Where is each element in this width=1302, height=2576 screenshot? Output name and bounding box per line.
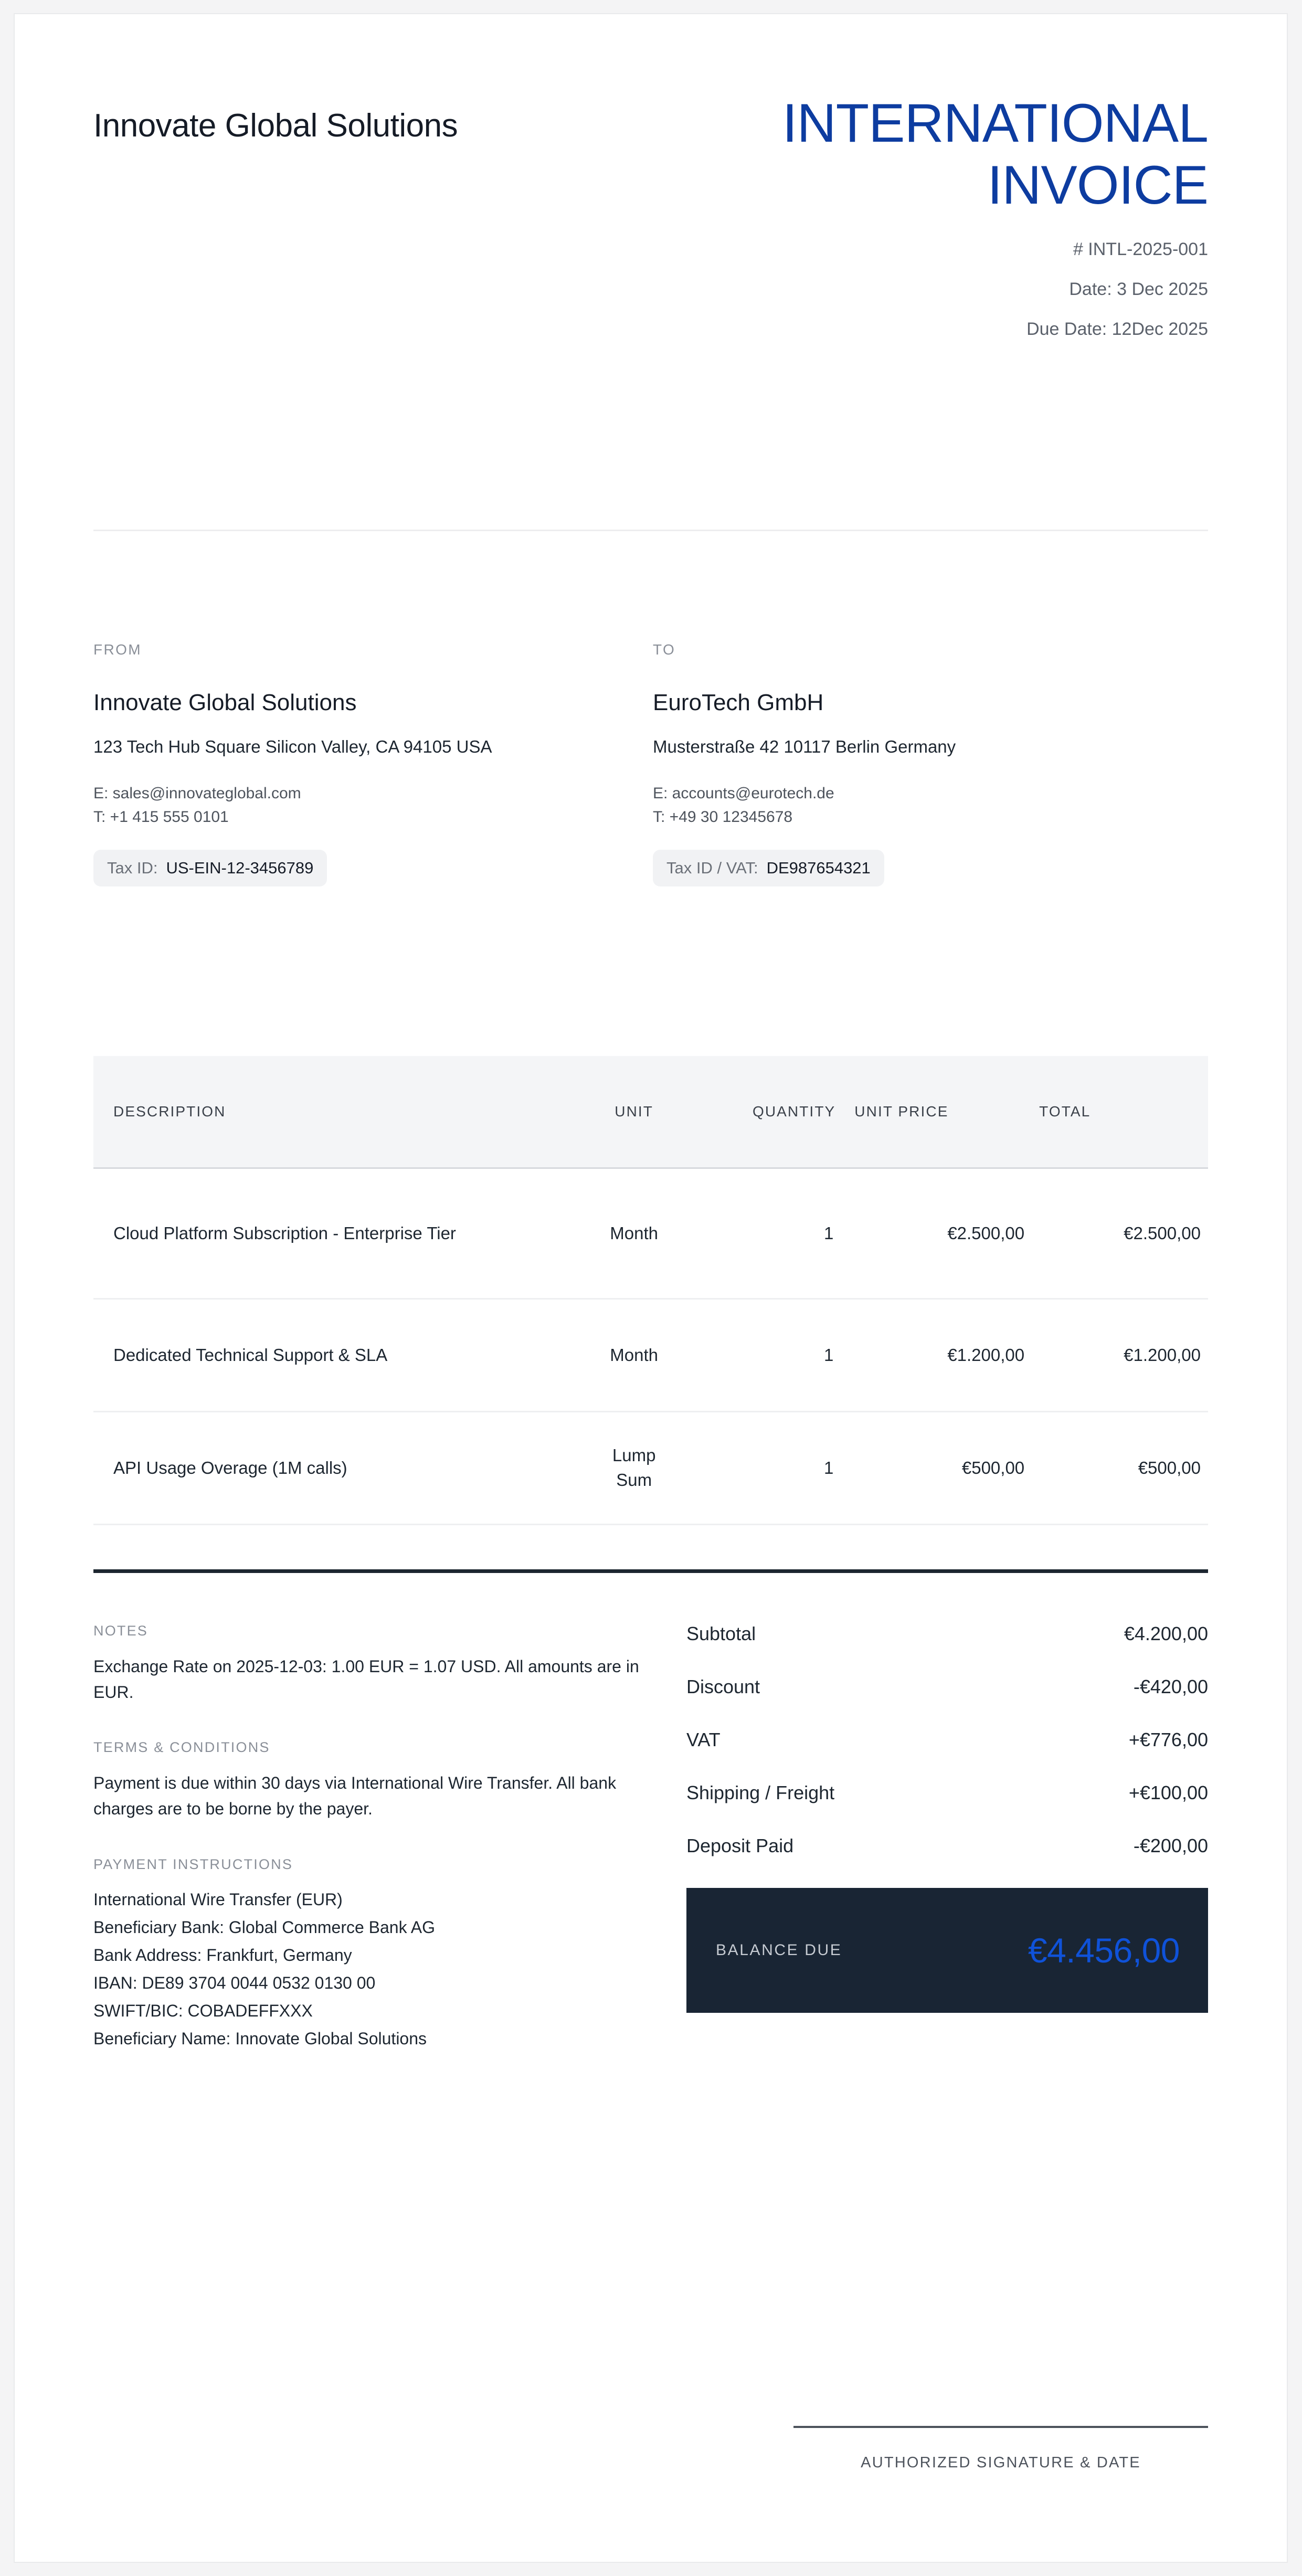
to-tax-id-value: DE987654321: [766, 858, 871, 877]
invoice-number: # INTL-2025-001: [1073, 239, 1208, 260]
table-header-row: [93, 1056, 1208, 1169]
to-email: E: accounts@eurotech.de: [653, 784, 834, 802]
to-tax-id-label: Tax ID / VAT:: [666, 858, 758, 877]
from-tax-id-label: Tax ID:: [107, 858, 158, 877]
total-value: -€420,00: [1133, 1676, 1208, 1697]
signature-line: [793, 2426, 1208, 2428]
total-label: Deposit Paid: [686, 1835, 794, 1856]
invoice-header: [93, 93, 1208, 338]
column-header-total: TOTAL: [1039, 1103, 1091, 1120]
payment-instructions-section: [93, 1856, 655, 2051]
balance-due-box: [686, 1888, 1208, 2013]
party-to: [649, 641, 1208, 886]
line-items-table: [93, 1056, 1208, 1525]
totals-divider: [93, 1569, 1208, 1573]
page-title: INTERNATIONAL INVOICE: [782, 93, 1208, 216]
total-value: -€200,00: [1133, 1835, 1208, 1856]
payment-title: PAYMENT INSTRUCTIONS: [93, 1856, 293, 1872]
invoice-date: Date: 3 Dec 2025: [1069, 279, 1208, 300]
total-value: €4.200,00: [1124, 1623, 1208, 1644]
title-block: [589, 93, 1208, 338]
from-eyebrow: FROM: [93, 641, 142, 658]
from-address: 123 Tech Hub Square Silicon Valley, CA 94105 USA: [93, 737, 492, 756]
total-label: VAT: [686, 1729, 721, 1750]
party-from: [93, 641, 649, 886]
total-row-subtotal: [686, 1623, 1208, 1645]
row-total: €500,00: [1138, 1458, 1201, 1477]
payment-iban: IBAN: DE89 3704 0044 0532 0130 00: [93, 1973, 376, 1992]
company-block: [93, 93, 529, 149]
notes-column: [93, 1623, 686, 2086]
terms-body: Payment is due within 30 days via International Wire Transfer. All bank charges are to be borne by the payer.: [93, 1773, 617, 1818]
invoice-due-date: Due Date: 12Dec 2025: [1026, 319, 1208, 340]
invoice-sheet: [14, 13, 1288, 2563]
to-tax-id-pill: [653, 850, 884, 886]
row-total: €2.500,00: [1124, 1223, 1201, 1243]
column-header-unit-price: UNIT PRICE: [854, 1103, 949, 1120]
column-header-quantity: QUANTITY: [752, 1103, 836, 1120]
row-unit: Month: [610, 1345, 658, 1365]
balance-due-label: BALANCE DUE: [716, 1941, 842, 1959]
column-header-description: DESCRIPTION: [113, 1103, 226, 1120]
signature-label: AUTHORIZED SIGNATURE & DATE: [861, 2454, 1141, 2471]
row-unit: Month: [610, 1223, 658, 1243]
terms-title: TERMS & CONDITIONS: [93, 1739, 270, 1756]
invoice-meta: [589, 240, 1208, 338]
from-email: E: sales@innovateglobal.com: [93, 784, 301, 802]
row-unit: Lump Sum: [612, 1445, 656, 1490]
total-label: Discount: [686, 1676, 760, 1697]
payment-swift: SWIFT/BIC: COBADEFFXXX: [93, 2001, 313, 2020]
payment-method: International Wire Transfer (EUR): [93, 1889, 343, 1909]
payment-bank-address: Bank Address: Frankfurt, Germany: [93, 1945, 352, 1965]
total-row-discount: [686, 1676, 1208, 1698]
row-description: API Usage Overage (1M calls): [113, 1458, 347, 1477]
signature-block: [793, 2426, 1208, 2472]
to-phone: T: +49 30 12345678: [653, 808, 793, 826]
payment-details: [93, 1887, 655, 2051]
payment-beneficiary: Beneficiary Name: Innovate Global Solutions: [93, 2029, 427, 2048]
to-eyebrow: TO: [653, 641, 676, 658]
balance-due-amount: €4.456,00: [1028, 1931, 1180, 1970]
total-row-vat: [686, 1729, 1208, 1751]
column-header-unit: UNIT: [615, 1103, 653, 1120]
row-total: €1.200,00: [1124, 1345, 1201, 1365]
row-unit-price: €2.500,00: [947, 1223, 1025, 1243]
parties-section: [93, 641, 1208, 886]
payment-bank: Beneficiary Bank: Global Commerce Bank AG: [93, 1917, 435, 1937]
row-unit-price: €500,00: [961, 1458, 1025, 1477]
notes-body: Exchange Rate on 2025-12-03: 1.00 EUR = 1.07 USD. All amounts are in EUR.: [93, 1657, 639, 1702]
total-label: Shipping / Freight: [686, 1782, 835, 1803]
header-divider: [93, 530, 1208, 531]
table-row: [93, 1169, 1208, 1300]
from-tax-id-pill: [93, 850, 327, 886]
row-description: Dedicated Technical Support & SLA: [113, 1345, 388, 1365]
totals-column: [686, 1623, 1208, 2086]
to-address: Musterstraße 42 10117 Berlin Germany: [653, 737, 956, 756]
terms-section: [93, 1739, 655, 1821]
company-name: Innovate Global Solutions: [93, 108, 458, 144]
row-quantity: 1: [823, 1458, 834, 1477]
row-quantity: 1: [823, 1223, 834, 1243]
table-row: [93, 1300, 1208, 1412]
from-name: Innovate Global Solutions: [93, 690, 357, 715]
row-unit-price: €1.200,00: [947, 1345, 1025, 1365]
total-value: +€100,00: [1128, 1782, 1208, 1803]
table-row: [93, 1412, 1208, 1525]
total-row-deposit: [686, 1835, 1208, 1857]
total-label: Subtotal: [686, 1623, 756, 1644]
notes-title: NOTES: [93, 1623, 149, 1639]
row-quantity: 1: [823, 1345, 834, 1365]
to-name: EuroTech GmbH: [653, 690, 824, 715]
row-description: Cloud Platform Subscription - Enterprise Tier: [113, 1223, 456, 1243]
total-row-shipping: [686, 1782, 1208, 1804]
from-tax-id-value: US-EIN-12-3456789: [166, 858, 314, 877]
from-phone: T: +1 415 555 0101: [93, 808, 229, 826]
total-value: +€776,00: [1128, 1729, 1208, 1750]
notes-section: [93, 1623, 655, 1705]
lower-section: [93, 1623, 1208, 2086]
